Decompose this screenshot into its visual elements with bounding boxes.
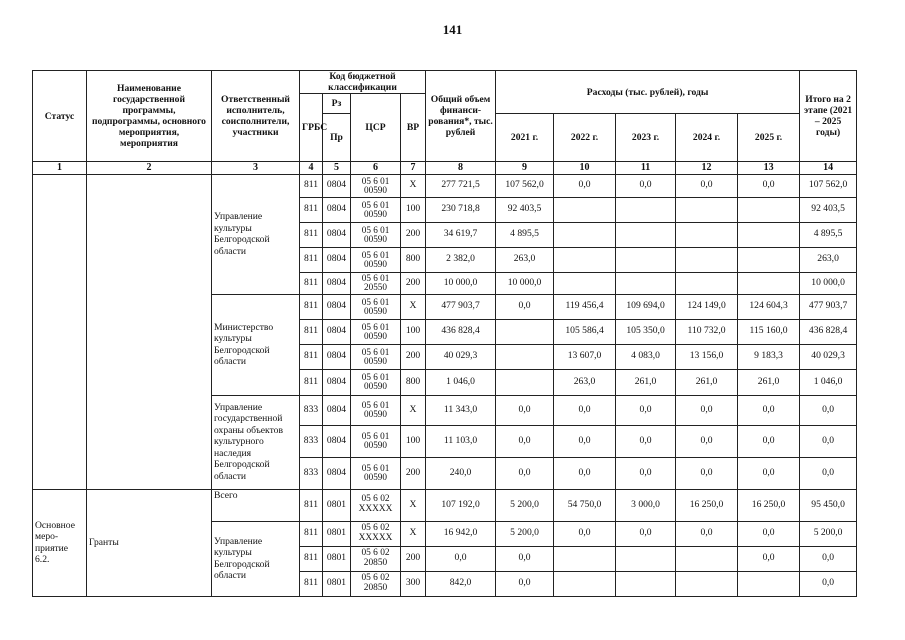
year-2022-cell: 0,0	[554, 425, 616, 457]
total-volume-cell: 107 192,0	[426, 489, 496, 521]
year-2024-cell	[676, 247, 738, 272]
year-2024-cell: 0,0	[676, 395, 738, 425]
header-budget-code: Код бюджетной классификации	[300, 71, 426, 94]
csr-cell: 05 6 01 00590	[351, 319, 401, 344]
col-index: 12	[676, 162, 738, 175]
year-2021-cell: 4 895,5	[496, 222, 554, 247]
csr-cell: 05 6 01 20550	[351, 272, 401, 294]
year-2023-cell	[616, 247, 676, 272]
year-2023-cell: 3 000,0	[616, 489, 676, 521]
csr-cell: 05 6 02 XXXXX	[351, 489, 401, 521]
year-2021-cell: 0,0	[496, 546, 554, 571]
grbs-cell: 811	[300, 197, 323, 222]
header-total-volume: Общий объем финанси-рования*, тыс. рублей	[426, 71, 496, 162]
grbs-cell: 811	[300, 319, 323, 344]
col-index: 5	[323, 162, 351, 175]
header-grbs: ГРБС	[300, 94, 323, 162]
stage-total-cell: 95 450,0	[800, 489, 857, 521]
rzpr-cell: 0801	[323, 546, 351, 571]
year-2025-cell: 0,0	[738, 395, 800, 425]
year-2025-cell: 124 604,3	[738, 294, 800, 319]
rzpr-cell: 0804	[323, 369, 351, 395]
year-2024-cell	[676, 222, 738, 247]
csr-cell: 05 6 01 00590	[351, 395, 401, 425]
rzpr-cell: 0804	[323, 457, 351, 489]
stage-total-cell: 10 000,0	[800, 272, 857, 294]
col-index: 7	[401, 162, 426, 175]
rzpr-cell: 0804	[323, 319, 351, 344]
year-2023-cell: 105 350,0	[616, 319, 676, 344]
year-2023-cell: 4 083,0	[616, 344, 676, 369]
grbs-cell: 811	[300, 294, 323, 319]
year-2022-cell	[554, 546, 616, 571]
year-2021-cell: 263,0	[496, 247, 554, 272]
year-2024-cell	[676, 197, 738, 222]
total-volume-cell: 842,0	[426, 571, 496, 596]
year-2023-cell: 0,0	[616, 457, 676, 489]
header-rz: Рз	[323, 94, 351, 114]
year-2022-cell: 119 456,4	[554, 294, 616, 319]
year-2024-cell: 0,0	[676, 521, 738, 546]
stage-total-cell: 0,0	[800, 546, 857, 571]
total-volume-cell: 1 046,0	[426, 369, 496, 395]
csr-cell: 05 6 02 20850	[351, 546, 401, 571]
year-2021-cell	[496, 319, 554, 344]
vr-cell: 800	[401, 369, 426, 395]
year-2024-cell	[676, 571, 738, 596]
col-index: 2	[87, 162, 212, 175]
grbs-cell: 811	[300, 546, 323, 571]
year-2023-cell	[616, 197, 676, 222]
year-2024-cell: 0,0	[676, 425, 738, 457]
vr-cell: X	[401, 294, 426, 319]
year-2023-cell: 0,0	[616, 425, 676, 457]
csr-cell: 05 6 01 00590	[351, 247, 401, 272]
year-2023-cell: 0,0	[616, 521, 676, 546]
stage-total-cell: 0,0	[800, 457, 857, 489]
year-2022-cell	[554, 222, 616, 247]
stage-total-cell: 436 828,4	[800, 319, 857, 344]
grbs-cell: 833	[300, 425, 323, 457]
grbs-cell: 833	[300, 457, 323, 489]
total-volume-cell: 16 942,0	[426, 521, 496, 546]
year-2023-cell	[616, 272, 676, 294]
page-number: 141	[442, 22, 463, 37]
vr-cell: 100	[401, 319, 426, 344]
header-program-name: Наименование государственной программы, подпрограммы, основного мероприятия, мероприятия	[87, 71, 212, 162]
grbs-cell: 833	[300, 395, 323, 425]
stage-total-cell: 0,0	[800, 425, 857, 457]
vr-cell: 100	[401, 197, 426, 222]
year-2021-cell: 0,0	[496, 425, 554, 457]
vr-cell: 300	[401, 571, 426, 596]
rzpr-cell: 0804	[323, 222, 351, 247]
rzpr-cell: 0804	[323, 272, 351, 294]
stage-total-cell: 5 200,0	[800, 521, 857, 546]
year-2025-cell: 0,0	[738, 174, 800, 197]
year-2024-cell: 0,0	[676, 457, 738, 489]
vr-cell: X	[401, 521, 426, 546]
total-volume-cell: 40 029,3	[426, 344, 496, 369]
year-2022-cell: 0,0	[554, 521, 616, 546]
executor-cell: Всего	[212, 489, 300, 521]
total-volume-cell: 436 828,4	[426, 319, 496, 344]
stage-total-cell: 0,0	[800, 395, 857, 425]
stage-total-cell: 0,0	[800, 571, 857, 596]
rzpr-cell: 0804	[323, 294, 351, 319]
year-2025-cell: 9 183,3	[738, 344, 800, 369]
csr-cell: 05 6 01 00590	[351, 174, 401, 197]
year-2023-cell: 109 694,0	[616, 294, 676, 319]
year-2024-cell: 110 732,0	[676, 319, 738, 344]
header-year-2023: 2023 г.	[616, 114, 676, 162]
csr-cell: 05 6 01 00590	[351, 425, 401, 457]
csr-cell: 05 6 01 00590	[351, 222, 401, 247]
year-2021-cell: 0,0	[496, 457, 554, 489]
year-2022-cell: 54 750,0	[554, 489, 616, 521]
year-2021-cell: 0,0	[496, 395, 554, 425]
year-2025-cell: 16 250,0	[738, 489, 800, 521]
stage-total-cell: 92 403,5	[800, 197, 857, 222]
rzpr-cell: 0804	[323, 395, 351, 425]
total-volume-cell: 477 903,7	[426, 294, 496, 319]
col-index: 11	[616, 162, 676, 175]
year-2024-cell: 124 149,0	[676, 294, 738, 319]
total-volume-cell: 10 000,0	[426, 272, 496, 294]
col-index: 9	[496, 162, 554, 175]
col-index: 3	[212, 162, 300, 175]
col-index: 13	[738, 162, 800, 175]
table-row	[33, 174, 857, 197]
year-2022-cell: 263,0	[554, 369, 616, 395]
table-body	[33, 174, 857, 596]
col-index: 4	[300, 162, 323, 175]
total-volume-cell: 230 718,8	[426, 197, 496, 222]
rzpr-cell: 0804	[323, 197, 351, 222]
year-2024-cell: 16 250,0	[676, 489, 738, 521]
year-2022-cell	[554, 571, 616, 596]
col-index: 6	[351, 162, 401, 175]
column-index-row	[33, 162, 857, 175]
year-2022-cell	[554, 247, 616, 272]
stage-total-cell: 4 895,5	[800, 222, 857, 247]
year-2023-cell	[616, 571, 676, 596]
grbs-cell: 811	[300, 369, 323, 395]
rzpr-cell: 0804	[323, 174, 351, 197]
csr-cell: 05 6 02 20850	[351, 571, 401, 596]
rzpr-cell: 0801	[323, 571, 351, 596]
total-volume-cell: 240,0	[426, 457, 496, 489]
col-index: 8	[426, 162, 496, 175]
program-name-cell: Гранты	[87, 489, 212, 596]
year-2025-cell	[738, 272, 800, 294]
year-2025-cell: 0,0	[738, 521, 800, 546]
stage-total-cell: 107 562,0	[800, 174, 857, 197]
year-2022-cell: 13 607,0	[554, 344, 616, 369]
executor-cell: Министерство культуры Белгородской области	[212, 294, 300, 395]
year-2021-cell: 92 403,5	[496, 197, 554, 222]
total-volume-cell: 34 619,7	[426, 222, 496, 247]
header-stage-total: Итого на 2 этапе (2021 – 2025 годы)	[800, 71, 857, 162]
year-2022-cell: 0,0	[554, 395, 616, 425]
header-csr: ЦСР	[351, 94, 401, 162]
rzpr-cell: 0801	[323, 489, 351, 521]
table-row	[33, 489, 857, 521]
year-2025-cell: 0,0	[738, 425, 800, 457]
header-executor: Ответственный исполнитель, соисполнители, участники	[212, 71, 300, 162]
year-2025-cell: 115 160,0	[738, 319, 800, 344]
year-2021-cell	[496, 369, 554, 395]
year-2025-cell: 261,0	[738, 369, 800, 395]
year-2025-cell: 0,0	[738, 457, 800, 489]
status-cell	[33, 174, 87, 489]
vr-cell: 100	[401, 425, 426, 457]
csr-cell: 05 6 01 00590	[351, 457, 401, 489]
vr-cell: 200	[401, 546, 426, 571]
vr-cell: X	[401, 395, 426, 425]
year-2022-cell	[554, 272, 616, 294]
year-2022-cell: 105 586,4	[554, 319, 616, 344]
csr-cell: 05 6 01 00590	[351, 294, 401, 319]
col-index: 14	[800, 162, 857, 175]
stage-total-cell: 1 046,0	[800, 369, 857, 395]
grbs-cell: 811	[300, 174, 323, 197]
header-year-2025: 2025 г.	[738, 114, 800, 162]
stage-total-cell: 263,0	[800, 247, 857, 272]
year-2021-cell: 107 562,0	[496, 174, 554, 197]
year-2021-cell: 10 000,0	[496, 272, 554, 294]
rzpr-cell: 0801	[323, 521, 351, 546]
year-2024-cell: 13 156,0	[676, 344, 738, 369]
status-cell: Основное меро-приятие 6.2.	[33, 489, 87, 596]
header-status: Статус	[33, 71, 87, 162]
col-index: 1	[33, 162, 87, 175]
vr-cell: 200	[401, 272, 426, 294]
program-name-cell	[87, 174, 212, 489]
year-2025-cell	[738, 222, 800, 247]
total-volume-cell: 0,0	[426, 546, 496, 571]
year-2023-cell	[616, 546, 676, 571]
header-year-2024: 2024 г.	[676, 114, 738, 162]
header-expenses: Расходы (тыс. рублей), годы	[496, 71, 800, 114]
year-2025-cell	[738, 197, 800, 222]
grbs-cell: 811	[300, 489, 323, 521]
year-2023-cell: 261,0	[616, 369, 676, 395]
csr-cell: 05 6 01 00590	[351, 369, 401, 395]
vr-cell: 200	[401, 457, 426, 489]
total-volume-cell: 277 721,5	[426, 174, 496, 197]
header-vr: ВР	[401, 94, 426, 162]
year-2024-cell	[676, 272, 738, 294]
year-2024-cell	[676, 546, 738, 571]
grbs-cell: 811	[300, 247, 323, 272]
rzpr-cell: 0804	[323, 247, 351, 272]
vr-cell: X	[401, 489, 426, 521]
year-2023-cell: 0,0	[616, 395, 676, 425]
vr-cell: 800	[401, 247, 426, 272]
grbs-cell: 811	[300, 222, 323, 247]
budget-table	[32, 70, 857, 597]
year-2025-cell	[738, 247, 800, 272]
executor-cell: Управление государственной охраны объектов культурного наследия Белгородской области	[212, 395, 300, 489]
year-2021-cell: 0,0	[496, 571, 554, 596]
rzpr-cell: 0804	[323, 344, 351, 369]
year-2022-cell	[554, 197, 616, 222]
rzpr-cell: 0804	[323, 425, 351, 457]
year-2025-cell	[738, 571, 800, 596]
total-volume-cell: 2 382,0	[426, 247, 496, 272]
year-2022-cell: 0,0	[554, 174, 616, 197]
vr-cell: 200	[401, 344, 426, 369]
year-2021-cell	[496, 344, 554, 369]
total-volume-cell: 11 343,0	[426, 395, 496, 425]
executor-cell: Управление культуры Белгородской области	[212, 521, 300, 596]
stage-total-cell: 477 903,7	[800, 294, 857, 319]
grbs-cell: 811	[300, 344, 323, 369]
year-2024-cell: 0,0	[676, 174, 738, 197]
year-2021-cell: 5 200,0	[496, 489, 554, 521]
header-year-2021: 2021 г.	[496, 114, 554, 162]
csr-cell: 05 6 01 00590	[351, 344, 401, 369]
grbs-cell: 811	[300, 521, 323, 546]
grbs-cell: 811	[300, 272, 323, 294]
vr-cell: X	[401, 174, 426, 197]
year-2023-cell: 0,0	[616, 174, 676, 197]
csr-cell: 05 6 02 XXXXX	[351, 521, 401, 546]
stage-total-cell: 40 029,3	[800, 344, 857, 369]
vr-cell: 200	[401, 222, 426, 247]
year-2022-cell: 0,0	[554, 457, 616, 489]
csr-cell: 05 6 01 00590	[351, 197, 401, 222]
grbs-cell: 811	[300, 571, 323, 596]
year-2021-cell: 5 200,0	[496, 521, 554, 546]
header-year-2022: 2022 г.	[554, 114, 616, 162]
col-index: 10	[554, 162, 616, 175]
year-2025-cell: 0,0	[738, 546, 800, 571]
executor-cell: Управление культуры Белгородской области	[212, 174, 300, 294]
year-2021-cell: 0,0	[496, 294, 554, 319]
header-pr: Пр	[323, 114, 351, 162]
year-2023-cell	[616, 222, 676, 247]
total-volume-cell: 11 103,0	[426, 425, 496, 457]
year-2024-cell: 261,0	[676, 369, 738, 395]
